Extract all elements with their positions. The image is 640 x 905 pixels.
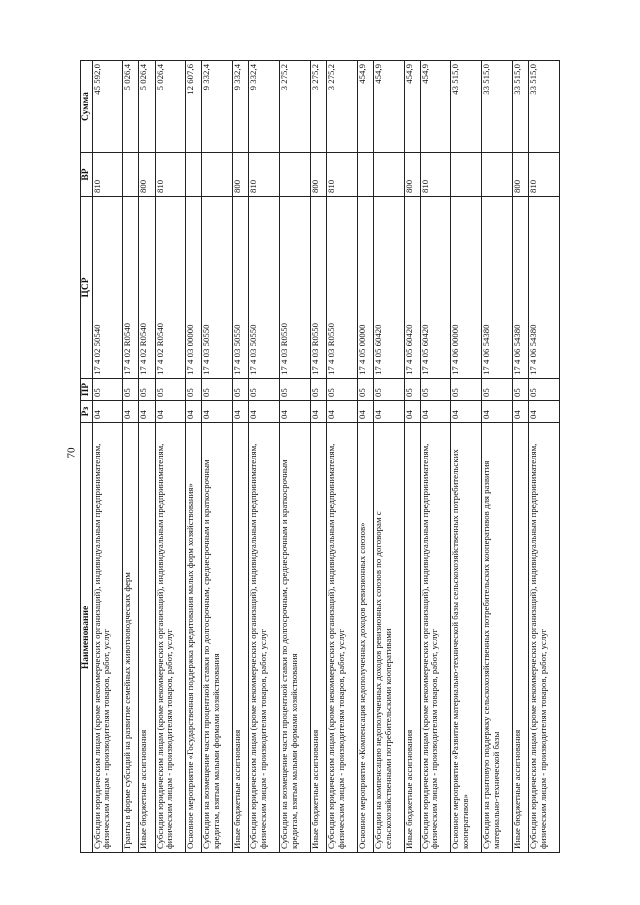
table-row: [139, 61, 155, 853]
table-row: [123, 61, 139, 853]
page-number: 70: [65, 447, 78, 459]
cell-rz: 04: [92, 401, 123, 423]
cell-rz: 04: [123, 401, 139, 423]
cell-sum: 33 515,0: [512, 61, 528, 153]
cell-pr: 05: [310, 379, 326, 401]
cell-sum: 43 515,0: [451, 61, 482, 153]
cell-csr: 17 4 05 60420: [404, 197, 420, 379]
cell-pr: 05: [186, 379, 202, 401]
cell-rz: 04: [326, 401, 357, 423]
cell-name: Иные бюджетные ассигнования: [404, 423, 420, 853]
table-row: [451, 61, 482, 853]
cell-rz: 04: [373, 401, 404, 423]
cell-pr: 05: [373, 379, 404, 401]
cell-vr: 810: [420, 153, 451, 197]
cell-vr: 810: [92, 153, 123, 197]
cell-rz: 04: [482, 401, 513, 423]
cell-name: Иные бюджетные ассигнования: [233, 423, 249, 853]
cell-name: Субсидии юридическим лицам (кроме некоммерческих организаций), индивидуальным предпринимателям, физическим лицам - производителям товаров, работ, услуг: [529, 423, 560, 853]
cell-rz: 04: [202, 401, 233, 423]
cell-rz: 04: [186, 401, 202, 423]
table-row: [280, 61, 311, 853]
cell-sum: 45 592,0: [92, 61, 123, 153]
cell-sum: 9 332,4: [233, 61, 249, 153]
cell-vr: [123, 153, 139, 197]
cell-sum: 454,9: [373, 61, 404, 153]
cell-name: Основное мероприятие «Компенсация недополученных доходов ревизионных союзов»: [357, 423, 373, 853]
cell-vr: 800: [139, 153, 155, 197]
header-pr: ПР: [81, 379, 93, 401]
cell-rz: 04: [357, 401, 373, 423]
cell-csr: 17 4 02 R0540: [139, 197, 155, 379]
table-row: [482, 61, 513, 853]
cell-name: Иные бюджетные ассигнования: [512, 423, 528, 853]
cell-rz: 04: [512, 401, 528, 423]
cell-pr: 05: [202, 379, 233, 401]
cell-csr: 17 4 05 00000: [357, 197, 373, 379]
cell-vr: 800: [310, 153, 326, 197]
cell-pr: 05: [420, 379, 451, 401]
cell-vr: [482, 153, 513, 197]
cell-csr: 17 4 03 R0550: [310, 197, 326, 379]
cell-pr: 05: [92, 379, 123, 401]
cell-rz: 04: [451, 401, 482, 423]
cell-sum: 3 275,2: [310, 61, 326, 153]
rotated-table-container: [80, 61, 560, 853]
cell-sum: 12 607,6: [186, 61, 202, 153]
header-rz: Рз: [81, 401, 93, 423]
cell-pr: 05: [512, 379, 528, 401]
cell-name: Субсидии юридическим лицам (кроме некоммерческих организаций), индивидуальным предпринимателям, физическим лицам - производителям товаров, работ, услуг: [420, 423, 451, 853]
cell-name: Иные бюджетные ассигнования: [310, 423, 326, 853]
table-row: [249, 61, 280, 853]
cell-rz: 04: [420, 401, 451, 423]
cell-csr: 17 4 06 00000: [451, 197, 482, 379]
cell-csr: 17 4 03 50550: [233, 197, 249, 379]
cell-vr: [373, 153, 404, 197]
cell-rz: 04: [249, 401, 280, 423]
cell-sum: 454,9: [420, 61, 451, 153]
cell-csr: 17 4 06 54380: [512, 197, 528, 379]
cell-pr: 05: [155, 379, 186, 401]
cell-vr: 810: [529, 153, 560, 197]
cell-rz: 04: [404, 401, 420, 423]
cell-pr: 05: [280, 379, 311, 401]
cell-vr: 810: [326, 153, 357, 197]
cell-sum: 3 275,2: [326, 61, 357, 153]
cell-csr: 17 4 02 R0540: [123, 197, 139, 379]
cell-pr: 05: [482, 379, 513, 401]
cell-csr: 17 4 02 50540: [92, 197, 123, 379]
cell-csr: 17 4 06 54380: [529, 197, 560, 379]
cell-name: Субсидии юридическим лицам (кроме некоммерческих организаций), индивидуальным предпринимателям, физическим лицам - производителям товаров, работ, услуг: [326, 423, 357, 853]
cell-csr: 17 4 03 R0550: [326, 197, 357, 379]
cell-vr: [451, 153, 482, 197]
cell-csr: 17 4 03 00000: [186, 197, 202, 379]
table-row: [529, 61, 560, 853]
table-row: [155, 61, 186, 853]
table-row: [92, 61, 123, 853]
cell-name: Основное мероприятие «Развитие материально-технической базы сельскохозяйственных потребительских кооперативов»: [451, 423, 482, 853]
cell-rz: 04: [155, 401, 186, 423]
cell-vr: 810: [155, 153, 186, 197]
cell-name: Субсидии на грантовую поддержку сельскохозяйственных потребительских кооперативов для развития материально-технической базы: [482, 423, 513, 853]
table-row: [326, 61, 357, 853]
cell-name: Субсидии на возмещение части процентной ставки по долгосрочным, среднесрочным и краткосрочным кредитам, взятым малыми формами хозяйствования: [202, 423, 233, 853]
cell-vr: [357, 153, 373, 197]
cell-name: Субсидии юридическим лицам (кроме некоммерческих организаций), индивидуальным предпринимателям, физическим лицам - производителям товаров, работ, услуг: [249, 423, 280, 853]
cell-csr: 17 4 05 60420: [373, 197, 404, 379]
cell-sum: 5 026,4: [123, 61, 139, 153]
header-sum: Сумма: [81, 61, 93, 153]
cell-rz: 04: [280, 401, 311, 423]
header-vr: ВР: [81, 153, 93, 197]
table-row: [310, 61, 326, 853]
cell-name: Иные бюджетные ассигнования: [139, 423, 155, 853]
table-row: [233, 61, 249, 853]
cell-sum: 454,9: [357, 61, 373, 153]
cell-rz: 04: [233, 401, 249, 423]
cell-pr: 05: [529, 379, 560, 401]
table-row: [202, 61, 233, 853]
cell-csr: 17 4 02 R0540: [155, 197, 186, 379]
cell-csr: 17 4 03 50550: [202, 197, 233, 379]
cell-name: Субсидии юридическим лицам (кроме некоммерческих организаций), индивидуальным предпринимателям, физическим лицам - производителям товаров, работ, услуг: [155, 423, 186, 853]
cell-vr: 800: [404, 153, 420, 197]
cell-sum: 9 332,4: [249, 61, 280, 153]
cell-name: Гранты в форме субсидий на развитие семейных животноводческих ферм: [123, 423, 139, 853]
header-csr: ЦСР: [81, 197, 93, 379]
cell-name: Субсидии юридическим лицам (кроме некоммерческих организаций), индивидуальным предпринимателям, физическим лицам - производителям товаров, работ, услуг: [92, 423, 123, 853]
cell-csr: 17 4 06 54380: [482, 197, 513, 379]
cell-pr: 05: [451, 379, 482, 401]
cell-pr: 05: [326, 379, 357, 401]
table-header-row: [81, 61, 93, 853]
cell-pr: 05: [357, 379, 373, 401]
table-row: [420, 61, 451, 853]
cell-pr: 05: [139, 379, 155, 401]
cell-vr: [202, 153, 233, 197]
table-row: [357, 61, 373, 853]
cell-pr: 05: [233, 379, 249, 401]
cell-pr: 05: [123, 379, 139, 401]
cell-sum: 3 275,2: [280, 61, 311, 153]
cell-csr: 17 4 03 R0550: [280, 197, 311, 379]
cell-rz: 04: [310, 401, 326, 423]
cell-vr: [186, 153, 202, 197]
table-row: [186, 61, 202, 853]
budget-table: [80, 60, 560, 853]
cell-pr: 05: [249, 379, 280, 401]
cell-rz: 04: [139, 401, 155, 423]
cell-vr: [280, 153, 311, 197]
cell-name: Субсидии на возмещение части процентной ставки по долгосрочным, среднесрочным и краткосрочным кредитам, взятым малыми формами хозяйствования: [280, 423, 311, 853]
cell-vr: 800: [233, 153, 249, 197]
cell-csr: 17 4 03 50550: [249, 197, 280, 379]
cell-name: Основное мероприятие «Государственная поддержка кредитования малых форм хозяйствования»: [186, 423, 202, 853]
table-row: [373, 61, 404, 853]
cell-sum: 33 515,0: [529, 61, 560, 153]
cell-sum: 33 515,0: [482, 61, 513, 153]
cell-vr: 810: [249, 153, 280, 197]
cell-sum: 9 332,4: [202, 61, 233, 153]
cell-vr: 800: [512, 153, 528, 197]
header-name: Наименование: [81, 423, 93, 853]
table-row: [512, 61, 528, 853]
cell-sum: 5 026,4: [155, 61, 186, 153]
cell-name: Субсидии на компенсацию недополученных доходов ревизионных союзов по договорам с сельскохозяйственными потребительскими кооперативами: [373, 423, 404, 853]
cell-sum: 5 026,4: [139, 61, 155, 153]
cell-rz: 04: [529, 401, 560, 423]
cell-pr: 05: [404, 379, 420, 401]
cell-csr: 17 4 05 60420: [420, 197, 451, 379]
table-row: [404, 61, 420, 853]
cell-sum: 454,9: [404, 61, 420, 153]
